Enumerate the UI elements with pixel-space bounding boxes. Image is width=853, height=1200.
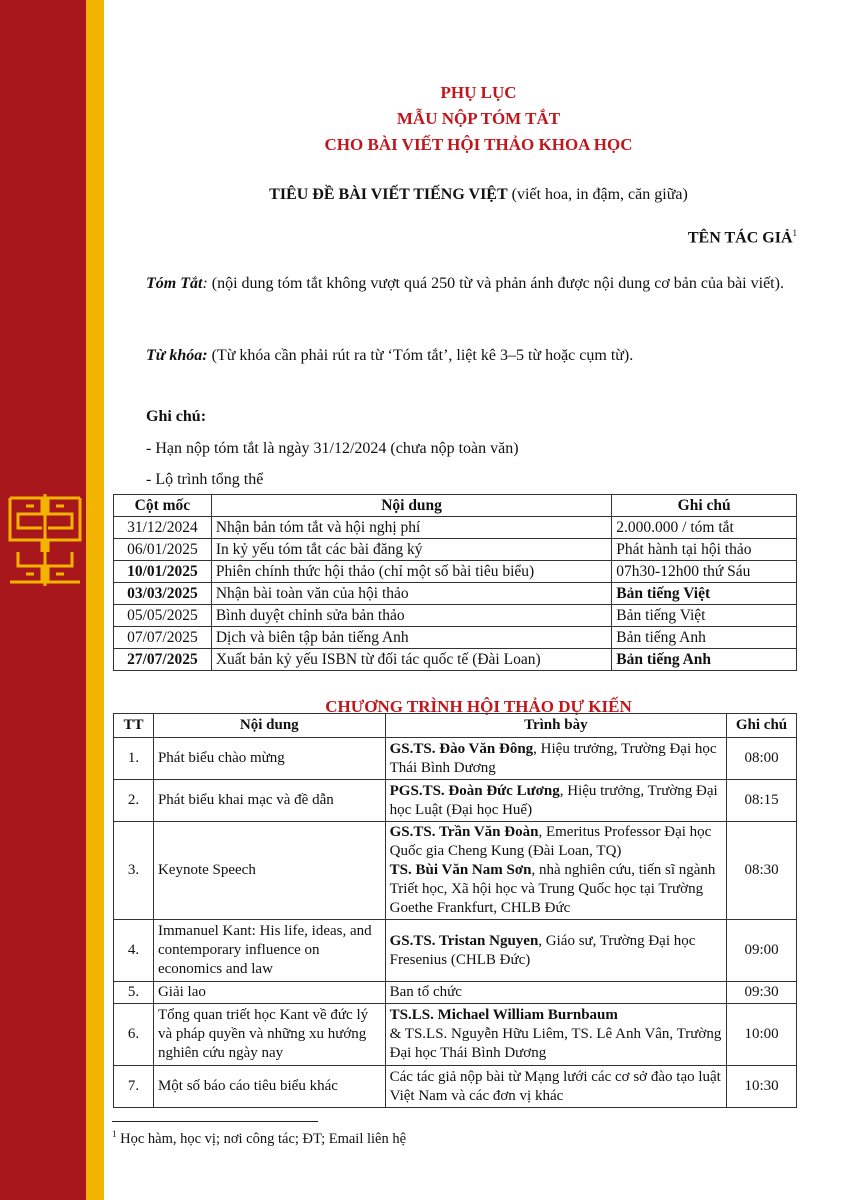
table-row <box>114 605 797 627</box>
schedule-date: 27/07/2025 <box>114 649 212 671</box>
schedule-note: Phát hành tại hội thảo <box>612 539 797 561</box>
presenter-detail: , Hiệu trưởng, Trường Đại học Thái Bình Dương <box>389 740 717 776</box>
footnote-text: Học hàm, học vị; nơi công tác; ĐT; Email liên hệ <box>116 1130 407 1147</box>
abstract-label: Tóm Tắt <box>146 275 203 292</box>
abstract-text: (nội dung tóm tắt không vượt quá 250 từ và phản ánh được nội dung cơ bản của bài viết). <box>207 275 784 292</box>
author-label: TÊN TÁC GIẢ <box>687 229 793 247</box>
footnote-mark: 1 <box>112 1129 117 1139</box>
left-gold-stripe <box>86 0 104 1200</box>
notes-title: Ghi chú: <box>146 408 207 425</box>
program-time: 09:00 <box>727 920 797 982</box>
presenter-detail: Ban tổ chức <box>389 984 462 1000</box>
table-row <box>114 920 797 982</box>
keywords-label: Từ khóa: <box>146 347 208 364</box>
program-presenter <box>385 920 726 982</box>
presenter-detail: Các tác giả nộp bài từ Mạng lưới các cơ sở đào tạo luật Việt Nam và các đơn vị khác <box>389 1068 721 1104</box>
heading-line-2: MẪU NỘP TÓM TẮT <box>396 109 561 128</box>
table-row <box>114 982 797 1004</box>
heading-line-3: CHO BÀI VIẾT HỘI THẢO KHOA HỌC <box>324 135 633 154</box>
schedule-date: 05/05/2025 <box>114 605 212 627</box>
schedule-date: 03/03/2025 <box>114 583 212 605</box>
program-index: 7. <box>114 1066 154 1108</box>
schedule-note: 07h30-12h00 thứ Sáu <box>612 561 797 583</box>
schedule-date: 06/01/2025 <box>114 539 212 561</box>
program-index: 1. <box>114 738 154 780</box>
footnote <box>112 1129 406 1148</box>
author-name-placeholder <box>688 228 797 247</box>
schedule-content: Phiên chính thức hội thảo (chỉ một số bài tiêu biểu) <box>211 561 611 583</box>
program-index: 5. <box>114 982 154 1004</box>
schedule-content: In kỷ yếu tóm tắt các bài đăng ký <box>211 539 611 561</box>
program-index: 4. <box>114 920 154 982</box>
program-index: 2. <box>114 780 154 822</box>
table-row <box>114 517 797 539</box>
schedule-date: 10/01/2025 <box>114 561 212 583</box>
schedule-date: 07/07/2025 <box>114 627 212 649</box>
presenter-name: PGS.TS. Đoàn Đức Lương <box>389 782 560 799</box>
program-presenter <box>385 738 726 780</box>
table-row <box>114 539 797 561</box>
note-roadmap: - Lộ trình tổng thể <box>146 471 264 488</box>
program-content: Immanuel Kant: His life, ideas, and contemporary influence on economics and law <box>153 920 385 982</box>
program-header-note: Ghi chú <box>727 714 797 738</box>
schedule-note: 2.000.000 / tóm tắt <box>612 517 797 539</box>
program-content: Tổng quan triết học Kant về đức lý và pháp quyền và những xu hướng nghiên cứu ngày nay <box>153 1004 385 1066</box>
appendix-heading <box>104 80 853 158</box>
schedule-content: Xuất bản kỷ yếu ISBN từ đối tác quốc tế (Đài Loan) <box>211 649 611 671</box>
table-row <box>114 780 797 822</box>
table-row <box>114 583 797 605</box>
presenter-detail: & TS.LS. Nguyễn Hữu Liêm, TS. Lê Anh Vân, Trường Đại học Thái Bình Dương <box>389 1026 722 1061</box>
presenter-detail: , Giáo sư, Trường Đại học Fresenius (CHLB Đức) <box>389 932 696 968</box>
program-index: 3. <box>114 822 154 920</box>
program-presenter <box>385 982 726 1004</box>
presenter-name: GS.TS. Tristan Nguyen <box>389 932 539 949</box>
abstract-colon: : <box>202 275 208 292</box>
note-deadline: - Hạn nộp tóm tắt là ngày 31/12/2024 (chưa nộp toàn văn) <box>146 440 519 457</box>
table-row <box>114 738 797 780</box>
table-row <box>114 1066 797 1108</box>
program-index: 6. <box>114 1004 154 1066</box>
schedule-content: Nhận bài toàn văn của hội thảo <box>211 583 611 605</box>
keywords-paragraph <box>146 340 796 372</box>
program-time: 09:30 <box>727 982 797 1004</box>
author-footnote-mark: 1 <box>792 228 797 238</box>
schedule-content: Nhận bản tóm tắt và hội nghị phí <box>211 517 611 539</box>
presenter-detail-2: , nhà nghiên cứu, tiến sĩ ngành Triết học, Xã hội học và Trung Quốc học tại Trường Goethe Frankfurt, CHLB Đức <box>389 862 716 916</box>
program-time: 10:00 <box>727 1004 797 1066</box>
program-table <box>113 713 797 1108</box>
program-content: Keynote Speech <box>153 822 385 920</box>
schedule-content: Dịch và biên tập bản tiếng Anh <box>211 627 611 649</box>
table-row <box>114 1004 797 1066</box>
program-title: CHƯƠNG TRÌNH HỘI THẢO DỰ KIẾN <box>325 697 632 716</box>
schedule-header-row <box>114 495 797 517</box>
schedule-note: Bản tiếng Anh <box>612 627 797 649</box>
paper-title-text: TIÊU ĐỀ BÀI VIẾT TIẾNG VIỆT <box>269 186 508 203</box>
table-row <box>114 627 797 649</box>
program-content: Một số báo cáo tiêu biểu khác <box>153 1066 385 1108</box>
program-presenter <box>385 1066 726 1108</box>
program-header-presenter: Trình bày <box>385 714 726 738</box>
presenter-detail: , Hiệu trưởng, Trường Đại học Luật (Đại học Huế) <box>389 782 718 818</box>
schedule-note: Bản tiếng Anh <box>612 649 797 671</box>
program-header-tt: TT <box>114 714 154 738</box>
schedule-header-date: Cột mốc <box>114 495 212 517</box>
program-time: 10:30 <box>727 1066 797 1108</box>
presenter-name: GS.TS. Trần Văn Đoàn <box>389 824 539 840</box>
left-red-stripe <box>0 0 86 1200</box>
schedule-note: Bản tiếng Việt <box>612 583 797 605</box>
presenter-name-2: TS. Bùi Văn Nam Sơn <box>389 862 532 878</box>
presenter-detail: , Emeritus Professor Đại học Quốc gia Cheng Kung (Đài Loan, TQ) <box>389 824 712 859</box>
program-header-row <box>114 714 797 738</box>
schedule-table <box>113 494 797 671</box>
schedule-header-note: Ghi chú <box>612 495 797 517</box>
presenter-name: GS.TS. Đào Văn Đông <box>389 740 534 757</box>
presenter-name: TS.LS. Michael William Burnbaum <box>389 1007 618 1023</box>
paper-title-note: (viết hoa, in đậm, căn giữa) <box>507 186 688 203</box>
heading-line-1: PHỤ LỤC <box>440 83 517 102</box>
program-presenter <box>385 780 726 822</box>
table-row <box>114 561 797 583</box>
schedule-header-content: Nội dung <box>211 495 611 517</box>
program-time: 08:30 <box>727 822 797 920</box>
schedule-content: Bình duyệt chỉnh sửa bản thảo <box>211 605 611 627</box>
table-row <box>114 822 797 920</box>
program-time: 08:00 <box>727 738 797 780</box>
program-header-content: Nội dung <box>153 714 385 738</box>
program-content: Giải lao <box>153 982 385 1004</box>
document-page <box>104 0 853 1200</box>
program-content: Phát biểu chào mừng <box>153 738 385 780</box>
schedule-note: Bản tiếng Việt <box>612 605 797 627</box>
paper-title-line <box>104 186 853 204</box>
table-row <box>114 649 797 671</box>
abstract-paragraph <box>146 268 796 300</box>
schedule-date: 31/12/2024 <box>114 517 212 539</box>
footnote-divider <box>112 1121 318 1122</box>
program-content: Phát biểu khai mạc và đề dẫn <box>153 780 385 822</box>
program-presenter <box>385 822 726 920</box>
key-pattern-ornament-icon <box>6 494 84 586</box>
keywords-text: (Từ khóa cần phải rút ra từ ‘Tóm tắt’, liệt kê 3–5 từ hoặc cụm từ). <box>207 347 634 364</box>
program-time: 08:15 <box>727 780 797 822</box>
program-presenter <box>385 1004 726 1066</box>
